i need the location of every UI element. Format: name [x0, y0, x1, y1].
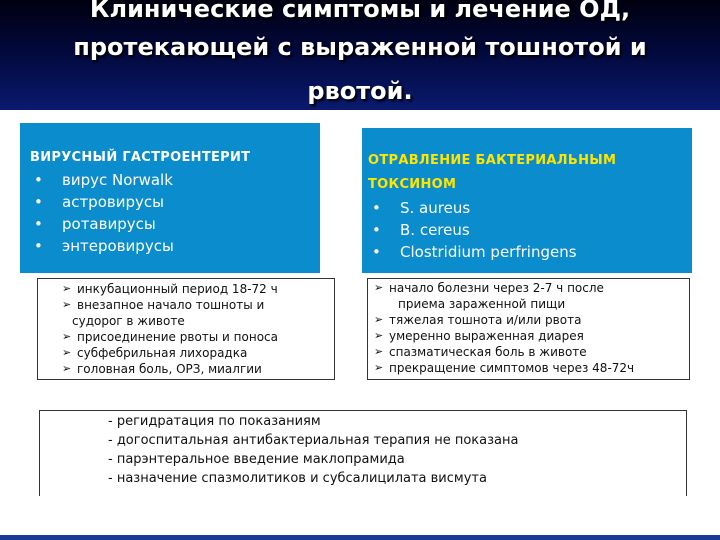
viral-gastroenteritis-heading: ВИРУСНЫЙ ГАСТРОЕНТЕРИТ	[30, 150, 251, 165]
list-item	[374, 328, 689, 344]
footer-rule	[0, 535, 720, 540]
list-item	[368, 241, 692, 263]
list-item-label: инкубационный период 18-72 ч	[77, 282, 278, 296]
list-item	[62, 297, 334, 313]
list-item	[62, 281, 334, 297]
list-item	[368, 197, 692, 219]
arrow-bullet-icon: ➢	[62, 330, 72, 343]
list-item-label: начало болезни через 2-7 ч после	[389, 281, 604, 295]
list-item	[374, 312, 689, 328]
arrow-bullet-icon: ➢	[62, 362, 72, 375]
bullet-icon: •	[34, 171, 43, 189]
bullet-icon: •	[372, 243, 381, 261]
list-item: - назначение спазмолитиков и субсалицилата висмута	[108, 471, 487, 486]
slide-title	[0, 0, 720, 110]
bacterial-toxin-heading-line-2: ТОКСИНОМ	[368, 177, 457, 192]
list-item	[30, 235, 320, 257]
bacterial-causes-list	[368, 197, 692, 263]
list-item	[30, 169, 320, 191]
list-item-label: B. cereus	[400, 221, 470, 239]
list-item-label: ротавирусы	[62, 215, 156, 233]
list-item	[374, 280, 689, 296]
arrow-bullet-icon: ➢	[374, 313, 384, 326]
viral-gastroenteritis-box	[20, 123, 320, 273]
bullet-icon: •	[34, 237, 43, 255]
list-item: - регидратация по показаниям	[108, 414, 321, 429]
list-item-label: вирус Norwalk	[62, 171, 173, 189]
list-item	[30, 191, 320, 213]
arrow-bullet-icon: ➢	[62, 282, 72, 295]
list-item	[374, 360, 689, 376]
arrow-bullet-icon: ➢	[62, 298, 72, 311]
list-item-label: умеренно выраженная диарея	[389, 329, 584, 343]
list-item: - парэнтеральное введение маклопрамида	[108, 452, 405, 467]
list-item	[374, 344, 689, 360]
list-item-label: S. aureus	[400, 199, 471, 217]
list-item-label: головная боль, ОРЗ, миалгии	[77, 362, 262, 376]
bullet-icon: •	[372, 221, 381, 239]
title-line-1: Клинические симптомы и лечение ОД,	[89, 0, 631, 23]
list-item	[62, 329, 334, 345]
viral-causes-list	[30, 169, 320, 257]
list-item-label: Clostridium perfringens	[400, 243, 577, 261]
list-item	[62, 345, 334, 361]
treatment-frame	[39, 410, 687, 496]
bullet-icon: •	[34, 215, 43, 233]
bacterial-symptoms-frame	[367, 278, 690, 380]
treatment-list	[40, 411, 686, 488]
arrow-bullet-icon: ➢	[374, 361, 384, 374]
bullet-icon: •	[372, 199, 381, 217]
list-item	[368, 219, 692, 241]
list-item-label: судорог в животе	[72, 314, 185, 328]
bacterial-toxin-heading-line-1: ОТРАВЛЕНИЕ БАКТЕРИАЛЬНЫМ	[368, 153, 617, 168]
list-item-label: тяжелая тошнота и/или рвота	[389, 313, 582, 327]
list-item	[374, 296, 689, 312]
bacterial-toxin-box	[362, 128, 692, 273]
list-item	[30, 213, 320, 235]
list-item-label: внезапное начало тошноты и	[77, 298, 265, 312]
viral-symptoms-frame	[37, 278, 335, 380]
list-item-label: прекращение симптомов через 48-72ч	[389, 361, 635, 375]
arrow-bullet-icon: ➢	[374, 281, 384, 294]
arrow-bullet-icon: ➢	[62, 346, 72, 359]
arrow-bullet-icon: ➢	[374, 345, 384, 358]
list-item-label: субфебрильная лихорадка	[77, 346, 248, 360]
bacterial-symptoms-list	[368, 279, 689, 376]
list-item	[62, 361, 334, 377]
viral-symptoms-list	[38, 279, 334, 377]
title-line-3: рвотой.	[307, 77, 413, 105]
list-item	[62, 313, 334, 329]
list-item-label: энтеровирусы	[62, 237, 174, 255]
list-item-label: присоединение рвоты и поноса	[77, 330, 278, 344]
title-line-2: протекающей с выраженной тошнотой и	[73, 33, 647, 61]
bullet-icon: •	[34, 193, 43, 211]
arrow-bullet-icon: ➢	[374, 329, 384, 342]
list-item-label: спазматическая боль в животе	[389, 345, 587, 359]
list-item: - догоспитальная антибактериальная терапия не показана	[108, 433, 519, 448]
list-item-label: астровирусы	[62, 193, 164, 211]
list-item-label: приема зараженной пищи	[398, 297, 566, 311]
